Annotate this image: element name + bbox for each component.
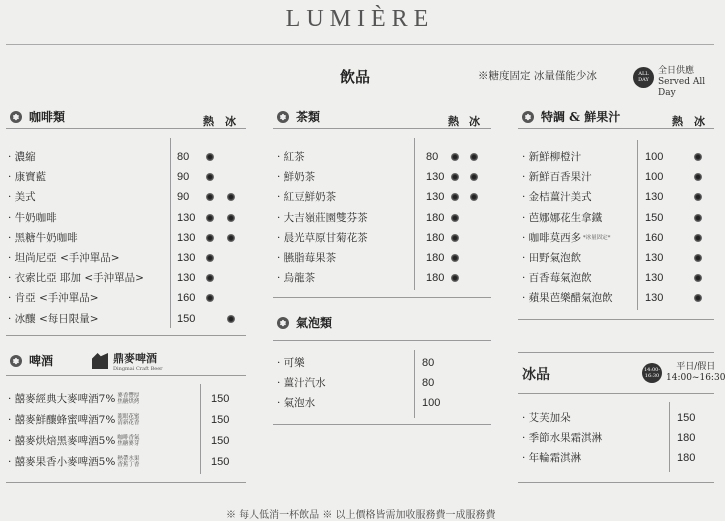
all-day-line2: Served All Day <box>658 77 706 98</box>
menu-item <box>277 167 492 187</box>
brewery-name-en: Dingmai Craft Beer <box>113 366 163 372</box>
ice-time-line2: 14:00~16:30 <box>666 373 725 383</box>
menu-item-name: · 牛奶咖啡 <box>8 211 57 224</box>
menu-item <box>8 431 248 452</box>
dot-icon <box>206 274 214 282</box>
dot-icon <box>206 153 214 161</box>
menu-item <box>277 147 492 167</box>
menu-item-price: 90 <box>177 191 190 204</box>
menu-item-name: · 季節水果霜淇淋 <box>522 432 603 444</box>
menu-item-price: 130 <box>645 292 664 305</box>
menu-item <box>8 389 248 410</box>
dot-icon <box>451 274 459 282</box>
tea-cold-header: 冰 <box>469 115 480 128</box>
menu-item-name: · 芭娜娜花生拿鐵 <box>522 211 603 224</box>
menu-item-price: 150 <box>211 393 230 405</box>
beer-divider <box>6 375 246 376</box>
special-bottom-divider <box>518 319 714 320</box>
menu-item-price: 160 <box>177 292 196 305</box>
menu-item-price: 90 <box>177 171 190 184</box>
menu-item <box>522 428 714 448</box>
menu-item-name: · 濃縮 <box>8 151 36 163</box>
menu-item-price: 80 <box>426 151 439 163</box>
special-section-title <box>522 108 620 125</box>
dot-icon <box>227 193 235 201</box>
menu-item <box>277 248 492 268</box>
menu-item-name: · 紅茶 <box>277 151 305 163</box>
all-day-badge-icon: ALL DAY <box>633 67 654 88</box>
menu-item-price: 130 <box>177 231 196 244</box>
menu-item-name: · 冰釀 <每日限量> <box>8 312 99 325</box>
soda-divider <box>273 340 491 341</box>
dot-icon <box>451 214 459 222</box>
menu-item <box>277 268 492 288</box>
menu-item <box>522 187 714 207</box>
coffee-section-title <box>10 108 65 125</box>
menu-item-name: · 烏龍茶 <box>277 272 316 285</box>
soda-list <box>277 353 492 414</box>
menu-item <box>8 248 248 268</box>
dot-icon <box>227 315 235 323</box>
dot-icon <box>206 234 214 242</box>
menu-item <box>8 228 248 248</box>
tea-list <box>277 147 492 288</box>
ice-section-title: 冰品 <box>522 367 550 383</box>
flower-icon: ✽ <box>10 111 22 123</box>
dot-icon <box>470 193 478 201</box>
menu-item <box>8 268 248 288</box>
menu-item <box>522 147 714 167</box>
menu-item-price: 130 <box>645 272 664 285</box>
brewery-logo-icon <box>92 353 108 369</box>
menu-item-name: · 大吉嶺莊園雙芬茶 <box>277 211 368 224</box>
menu-item-notes: 咖啡香氣 焦糖麥芽 <box>117 435 140 447</box>
menu-item-price: 150 <box>677 412 696 424</box>
menu-item-price: 80 <box>422 357 435 369</box>
tea-bottom-divider <box>273 297 491 298</box>
menu-item-name: · 美式 <box>8 191 36 204</box>
menu-item <box>522 248 714 268</box>
menu-item-price: 180 <box>426 272 445 285</box>
dot-icon <box>206 254 214 262</box>
menu-item <box>522 448 714 468</box>
menu-item <box>522 268 714 288</box>
dot-icon <box>694 173 702 181</box>
special-hot-header: 熱 <box>672 115 683 128</box>
soda-section-title <box>277 314 332 331</box>
menu-item <box>277 208 492 228</box>
soda-bottom-divider <box>273 424 491 425</box>
tea-title-text: 茶類 <box>296 110 321 124</box>
menu-item <box>8 309 248 329</box>
menu-item-price: 180 <box>426 251 445 264</box>
flower-icon: ✽ <box>522 111 534 123</box>
menu-item-name: · 艾芙加朵 <box>522 412 571 424</box>
menu-item-name: · 囍麥烘焙黑麥啤酒5% 咖啡香氣 焦糖麥芽 <box>8 435 140 447</box>
coffee-list <box>8 147 248 329</box>
menu-item-name: · 晨光草原甘菊花茶 <box>277 231 368 244</box>
menu-item-price: 180 <box>677 432 696 444</box>
menu-item-price: 130 <box>177 251 196 264</box>
all-day-text <box>658 66 720 99</box>
ice-divider <box>518 393 714 394</box>
menu-item-price: 150 <box>211 435 230 447</box>
menu-item-name: · 氣泡水 <box>277 397 316 410</box>
menu-item <box>8 167 248 187</box>
menu-item-price: 80 <box>177 151 190 163</box>
menu-item-name: · 田野氣泡飲 <box>522 251 582 264</box>
menu-item <box>522 288 714 308</box>
dot-icon <box>451 153 459 161</box>
menu-item <box>522 408 714 428</box>
special-title-text: 特調 & 鮮果汁 <box>541 110 621 124</box>
special-list <box>522 147 714 309</box>
menu-item <box>277 373 492 393</box>
menu-item-name: · 囍麥果香小麥啤酒5% 熱帶水果 香蕉丁香 <box>8 456 140 468</box>
menu-item-name: · 衣索比亞 耶加 <手沖單品> <box>8 272 144 285</box>
menu-item-notes: 熱帶水果 香蕉丁香 <box>117 456 140 468</box>
page-title: 飲品 <box>340 68 371 86</box>
dot-icon <box>694 193 702 201</box>
all-day-line1: 全日供應 <box>658 66 695 76</box>
coffee-bottom-divider <box>6 335 246 336</box>
menu-item-name: · 肯亞 <手沖單品> <box>8 292 99 305</box>
ice-bottom-divider <box>518 482 714 483</box>
dot-icon <box>694 254 702 262</box>
header-divider <box>6 44 714 45</box>
menu-item <box>8 410 248 431</box>
menu-item-name: · 鮮奶茶 <box>277 171 316 184</box>
menu-item-notes: 麥香豐厚 焦糖烘烤 <box>117 393 140 405</box>
menu-item-name: · 年輪霜淇淋 <box>522 452 582 464</box>
coffee-cold-header: 冰 <box>225 115 236 128</box>
flower-icon: ✽ <box>10 355 22 367</box>
flower-icon: ✽ <box>277 111 289 123</box>
menu-item-price: 150 <box>211 414 230 426</box>
brand-logo: LUMIÈRE <box>285 6 435 32</box>
menu-item-name: · 金桔薑汁美式 <box>522 191 592 204</box>
tea-hot-header: 熱 <box>448 115 459 128</box>
beer-bottom-divider <box>6 482 246 483</box>
menu-item-name: · 臙脂莓果茶 <box>277 251 337 264</box>
menu-item-name: · 新鮮柳橙汁 <box>522 151 582 163</box>
beer-title-text: 啤酒 <box>29 354 54 368</box>
coffee-hot-header: 熱 <box>203 115 214 128</box>
menu-item <box>522 208 714 228</box>
menu-item-price: 130 <box>177 211 196 224</box>
dot-icon <box>451 254 459 262</box>
page-note: ※糖度固定 冰量僅能少冰 <box>478 70 597 82</box>
menu-item <box>8 147 248 167</box>
menu-item-price: 150 <box>645 211 664 224</box>
footer-note: ※ 每人低消一杯飲品 ※ 以上價格皆需加收服務費一成服務費 <box>226 510 496 521</box>
dot-icon <box>451 193 459 201</box>
ice-time-line1: 平日/假日 <box>676 362 716 372</box>
special-cold-header: 冰 <box>694 115 705 128</box>
dot-icon <box>206 214 214 222</box>
menu-item-name: · 紅豆鮮奶茶 <box>277 191 337 204</box>
menu-item-price: 130 <box>645 251 664 264</box>
menu-item-name: · 薑汁汽水 <box>277 377 326 390</box>
ice-top-divider <box>518 352 714 353</box>
menu-item-price: 150 <box>177 312 196 325</box>
menu-item <box>522 167 714 187</box>
menu-item-name: · 蘋果芭樂醋氣泡飲 <box>522 292 613 305</box>
menu-item <box>8 208 248 228</box>
dot-icon <box>227 214 235 222</box>
menu-item-name: · 百香莓氣泡飲 <box>522 272 592 285</box>
menu-item-price: 80 <box>422 377 435 390</box>
dot-icon <box>470 173 478 181</box>
dot-icon <box>694 214 702 222</box>
menu-item-notes: 龍眼花蜜 清新花香 <box>117 414 140 426</box>
coffee-divider <box>6 128 246 129</box>
menu-item <box>522 228 714 248</box>
special-divider <box>518 128 714 129</box>
menu-item <box>8 288 248 308</box>
dot-icon <box>206 294 214 302</box>
menu-item-price: 100 <box>645 151 664 163</box>
menu-item-price: 180 <box>677 452 696 464</box>
menu-item-name: · 新鮮百香果汁 <box>522 171 592 184</box>
menu-item-price: 130 <box>426 171 445 184</box>
coffee-title-text: 咖啡類 <box>29 110 66 124</box>
menu-item <box>277 353 492 373</box>
tea-section-title <box>277 108 320 125</box>
menu-item-name: · 囍麥鮮釀蜂蜜啤酒7% 龍眼花蜜 清新花香 <box>8 414 140 426</box>
menu-item <box>277 228 492 248</box>
menu-item-price: 180 <box>426 211 445 224</box>
menu-item-name: · 康寶藍 <box>8 171 47 184</box>
brewery-logo <box>92 350 163 372</box>
menu-item-price: 130 <box>426 191 445 204</box>
menu-item <box>8 452 248 473</box>
dot-icon <box>470 153 478 161</box>
menu-item-price: 130 <box>177 272 196 285</box>
tea-divider <box>273 128 491 129</box>
menu-item-price: 100 <box>645 171 664 184</box>
menu-item-price: 160 <box>645 231 664 244</box>
menu-item-price: 130 <box>645 191 664 204</box>
dot-icon <box>227 234 235 242</box>
menu-item-tag: *冰量固定* <box>581 234 611 241</box>
brewery-name: 鼎麥啤酒 <box>113 352 157 365</box>
menu-item-name: · 黑糖牛奶咖啡 <box>8 231 78 244</box>
menu-item-name: · 咖啡莫西多 *冰量固定* <box>522 231 611 244</box>
menu-item-name: · 坦尚尼亞 <手沖單品> <box>8 251 120 264</box>
menu-item-price: 100 <box>422 397 441 410</box>
flower-icon: ✽ <box>277 317 289 329</box>
menu-item <box>8 187 248 207</box>
menu-item <box>277 187 492 207</box>
dot-icon <box>694 234 702 242</box>
menu-item-price: 150 <box>211 456 230 468</box>
dot-icon <box>694 274 702 282</box>
menu-item-name: · 可樂 <box>277 357 305 369</box>
dot-icon <box>451 234 459 242</box>
dot-icon <box>451 173 459 181</box>
clock-badge-icon: 14:00-16:30 <box>642 363 662 383</box>
dot-icon <box>206 173 214 181</box>
dot-icon <box>206 193 214 201</box>
menu-item <box>277 393 492 413</box>
menu-item-price: 180 <box>426 231 445 244</box>
beer-list <box>8 389 248 473</box>
dot-icon <box>694 153 702 161</box>
ice-time <box>666 362 725 384</box>
dot-icon <box>694 294 702 302</box>
soda-title-text: 氣泡類 <box>296 316 333 330</box>
ice-list <box>522 408 714 468</box>
menu-item-name: · 囍麥經典大麥啤酒7% 麥香豐厚 焦糖烘烤 <box>8 393 140 405</box>
beer-section-title <box>10 352 53 369</box>
